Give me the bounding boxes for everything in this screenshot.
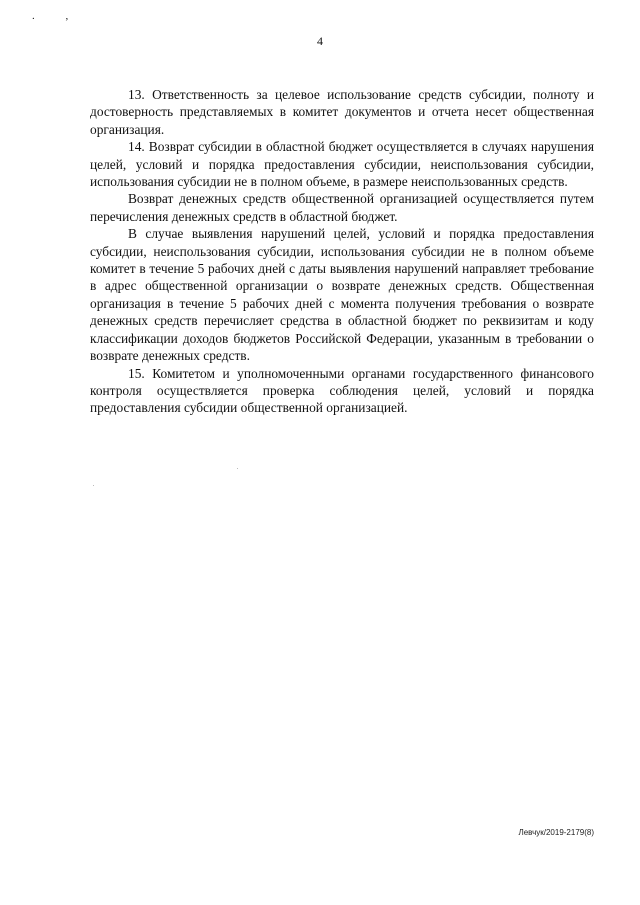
- document-body: [90, 86, 594, 417]
- paragraph-refund-method: Возврат денежных средств общественной организацией осуществляется путем перечисления денежных средств в областной бюджет.: [90, 191, 594, 224]
- paragraph-violation-case: В случае выявления нарушений целей, условий и порядка предоставления субсидии, неиспользования субсидии, использования субсидии не в полном объеме комитет в течение 5 рабочих дней с даты выявления нарушений направляет требование в адрес общественной организации о возврате денежных средств. Общественная организация в течение 5 рабочих дней с момента получения требования о возврате денежных средств перечисляет средства в областной бюджет по реквизитам и коду классификации доходов бюджетов Российской Федерации, указанным в требовании о возврате денежных средств.: [90, 226, 594, 364]
- paragraph-13: 13. Ответственность за целевое использование средств субсидии, полноту и достоверность представляемых в комитет документов и отчета несет общественная организация.: [90, 87, 594, 137]
- scan-speck: [93, 485, 94, 486]
- page-number: 4: [317, 34, 323, 48]
- document-code: Левчук/2019-2179(8): [518, 828, 594, 837]
- paragraph-15: 15. Комитетом и уполномоченными органами государственного финансового контроля осуществляется проверка соблюдения целей, условий и порядка предоставления субсидии общественной организацией.: [90, 365, 594, 416]
- scan-marks: . ,: [32, 10, 83, 22]
- scan-speck: [237, 468, 238, 469]
- paragraph-14: 14. Возврат субсидии в областной бюджет осуществляется в случаях нарушения целей, условий и порядка предоставления субсидии, неиспользования субсидии, использования субсидии не в полном объеме, в размере неиспользованных средств.: [90, 139, 594, 190]
